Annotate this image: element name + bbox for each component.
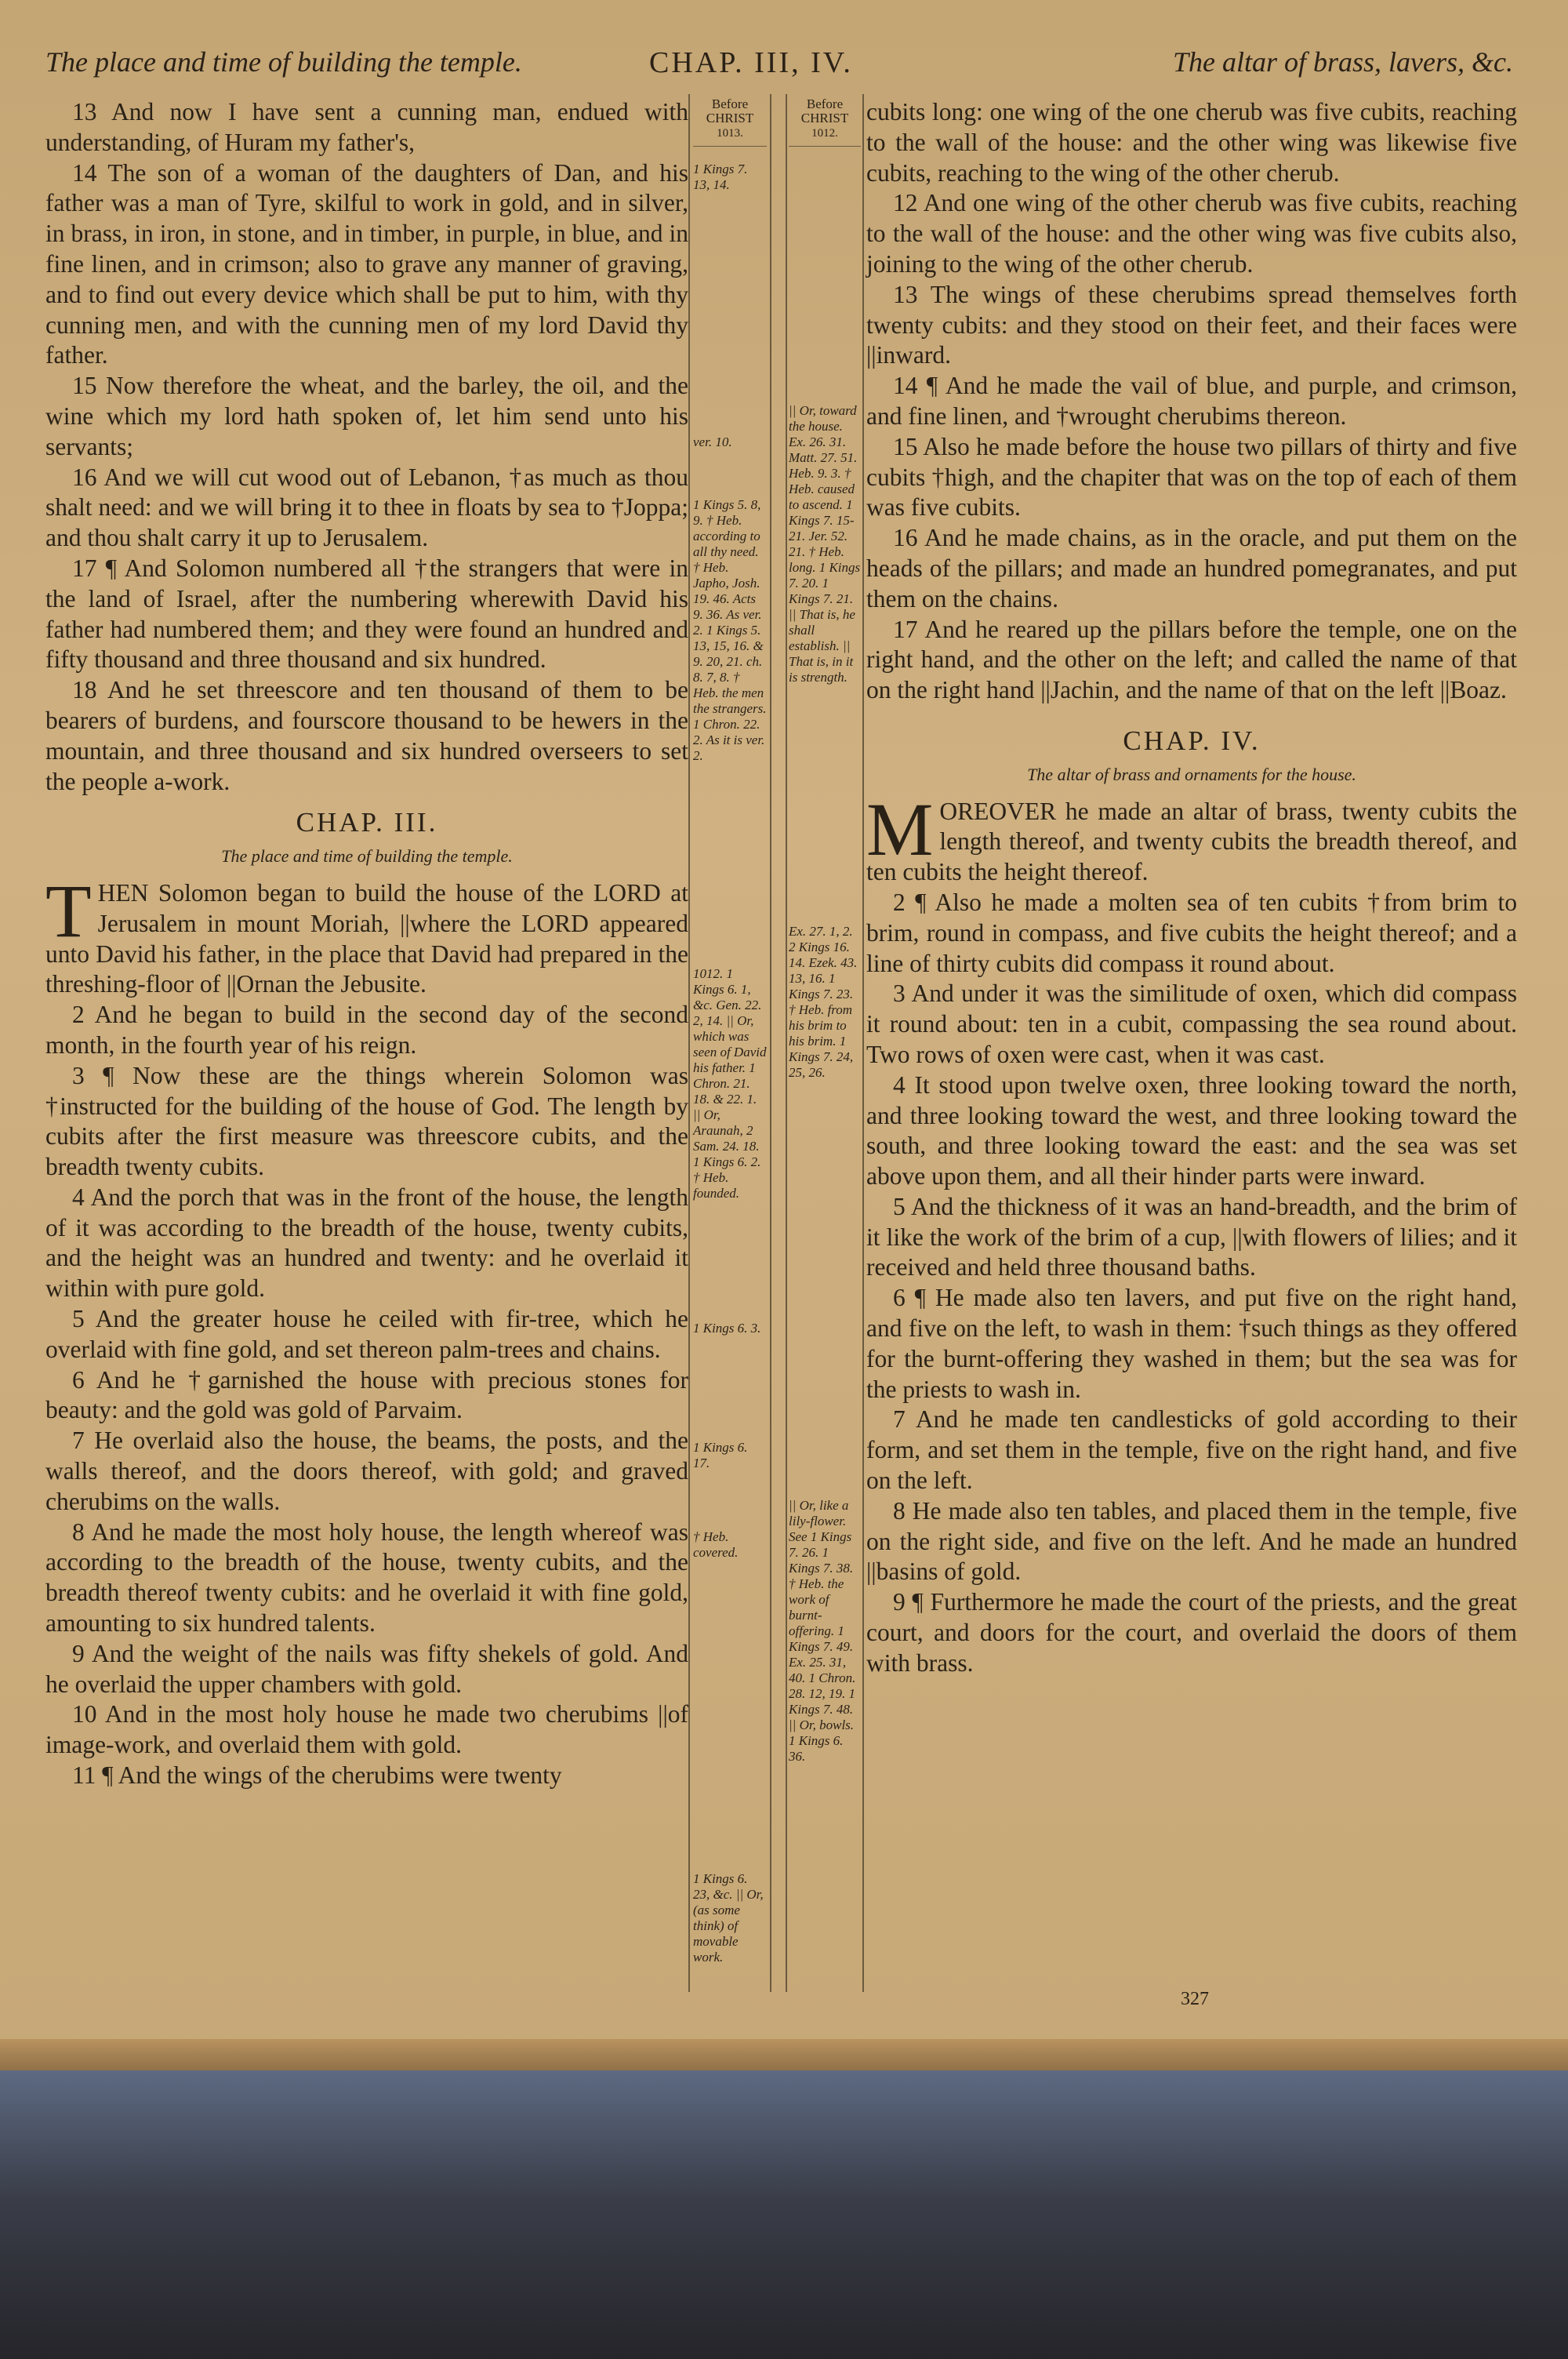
margin-header: Before CHRIST [706, 96, 754, 125]
verse: HEN Solomon began to build the house of the LORD at Jerusalem in mount Moriah, ||where the LORD appeared unto David his father, in the place that David had prepared in the threshing-floor of ||Ornan the Jebusite. [45, 878, 688, 998]
page-edge-shadow [0, 2039, 1568, 2070]
right-text-column [866, 97, 1517, 1679]
margin-note: 1 Kings 6. 23, &c. || Or, (as some think) of movable work. [693, 1871, 764, 1965]
margin-note: || Or, like a lily-flower. See 1 Kings 7. 26. 1 Kings 7. 38. † Heb. the work of burnt-offering. 1 Kings 7. 49. Ex. 25. 31, 40. 1 Chron. 28. 12, 19. 1 Kings 7. 48. || Or, bowls. 1 Kings 6. 36. [789, 1498, 856, 1764]
verse: 14 ¶ And he made the vail of blue, and purple, and crimson, and fine linen, and †wrought cherubims thereon. [866, 372, 1517, 430]
verse: 9 ¶ Furthermore he made the court of the priests, and the great court, and doors for the court, and overlaid the doors of them with brass. [866, 1588, 1517, 1677]
page-number: 327 [1181, 1989, 1209, 2009]
column-rule [786, 94, 787, 1992]
margin-note: † Heb. covered. [693, 1529, 739, 1560]
verse: 6 ¶ He made also ten lavers, and put five on the right hand, and five on the left, to wash in them: †such things as they offered for the burnt-offering they washed in them; but the sea was for the priests to wash in. [866, 1284, 1517, 1403]
margin-note: 1 Kings 5. 8, 9. † Heb. according to all thy need. † Heb. Japho, Josh. 19. 46. Acts 9. 36. As ver. 2. 1 Kings 5. 13, 15, 16. & 9. 20, 21. ch. 8. 7, 8. † Heb. the men the strangers. 1 Chron. 22. 2. As it is ver. 2. [693, 497, 767, 763]
column-rule [862, 94, 864, 1992]
verse: 13 And now I have sent a cunning man, endued with understanding, of Huram my father's, [45, 98, 688, 156]
verse: 9 And the weight of the nails was fifty shekels of gold. And he overlaid the upper chambers with gold. [45, 1639, 688, 1698]
margin-note: || Or, toward the house. Ex. 26. 31. Matt. 27. 51. Heb. 9. 3. † Heb. caused to ascend. 1 Kings 7. 15-21. Jer. 52. 21. † Heb. long. 1 Kings 7. 20. 1 Kings 7. 21. || That is, he shall establish. || That is, in it is strength. [789, 403, 861, 685]
chapter-summary: The altar of brass and ornaments for the house. [1027, 764, 1356, 784]
drop-cap: M [866, 787, 934, 871]
verse: 11 ¶ And the wings of the cherubims were twenty [72, 1761, 562, 1790]
margin-header: Before CHRIST [800, 96, 849, 125]
verse: 7 He overlaid also the house, the beams, the posts, and the walls thereof, and the doors thereof, with gold; and graved cherubims on the walls. [45, 1427, 688, 1515]
verse: 3 And under it was the similitude of oxen, which did compass it round about: ten in a cubit, compassing the sea round about. Two rows of oxen were cast, when it was cast. [866, 980, 1517, 1068]
margin-references-right [789, 96, 861, 1764]
chapter-title: CHAP. III. [296, 807, 438, 838]
verse: 4 It stood upon twelve oxen, three looking toward the north, and three looking toward the west, and three looking toward the south, and three looking toward the east: and the sea was set above upon them, and all their hinder parts were inward. [866, 1070, 1517, 1190]
verse: 4 And the porch that was in the front of the house, the length of it was according to the breadth of the house, twenty cubits, and the height was an hundred and twenty: and he overlaid it within with pure gold. [45, 1183, 688, 1303]
column-rule [688, 94, 690, 1992]
verse: 2 And he began to build in the second day of the second month, in the fourth year of his reign. [45, 1001, 688, 1059]
verse: 3 ¶ Now these are the things wherein Solomon was †instructed for the building of the house of God. The length by cubits after the first measure was threescore cubits, and the breadth twenty cubits. [45, 1061, 688, 1181]
verse: 16 And we will cut wood out of Lebanon, †as much as thou shalt need: and we will bring it to thee in floats by sea to †Joppa; and thou shalt carry it up to Jerusalem. [45, 463, 688, 552]
verse: OREOVER he made an altar of brass, twenty cubits the length thereof, and twenty cubits the breadth thereof, and ten cubits the height thereof. [866, 797, 1517, 886]
verse: 16 And he made chains, as in the oracle, and put them on the heads of the pillars; and made an hundred pomegranates, and put them on the chains. [866, 524, 1517, 612]
verse: 13 The wings of these cherubims spread themselves forth twenty cubits: and they stood on their feet, and their faces were ||inward. [866, 280, 1517, 369]
verse: 5 And the greater house he ceiled with fir-tree, which he overlaid with fine gold, and set thereon palm-trees and chains. [45, 1305, 688, 1363]
verse: 17 And he reared up the pillars before the temple, one on the right hand, and the other on the left; and called the name of that on the right hand ||Jachin, and the name of that on the left ||Boaz. [866, 615, 1517, 704]
margin-year: 1012. [789, 125, 861, 147]
verse: 14 The son of a woman of the daughters of Dan, and his father was a man of Tyre, skilful to work in gold, and in silver, in brass, in iron, in stone, and in timber, in purple, in blue, and in fine linen, and in crimson; also to grave any manner of graving, and to find out every device which shall be put to him, with thy cunning men, and with the cunning men of my lord David thy father. [45, 158, 688, 369]
verse: 5 And the thickness of it was an hand-breadth, and the brim of it like the work of the brim of a cup, ||with flowers of lilies; and it received and held three thousand baths. [866, 1192, 1517, 1281]
column-rule [770, 94, 771, 1992]
verse: 17 ¶ And Solomon numbered all †the strangers that were in the land of Israel, after the numbering wherewith David his father had numbered them; and they were found an hundred and fifty thousand and three thousand and six hundred. [45, 554, 688, 674]
chapter-summary: The place and time of building the temple. [221, 846, 513, 867]
running-head-left: The place and time of building the temple. [45, 46, 522, 78]
margin-note: 1 Kings 7. 13, 14. [693, 162, 748, 192]
margin-note: 1 Kings 6. 17. [693, 1440, 748, 1470]
margin-note: ver. 10. [693, 434, 732, 449]
margin-note: 1 Kings 6. 3. [693, 1321, 761, 1336]
running-head-center: CHAP. III, IV. [649, 46, 853, 79]
drop-cap: T [45, 868, 92, 953]
running-head-right: The altar of brass, lavers, &c. [1172, 46, 1513, 78]
margin-references-left [693, 96, 767, 1965]
verse: 7 And he made ten candlesticks of gold according to their form, and set them in the temple, five on the right hand, and five on the left. [866, 1405, 1517, 1495]
left-text-column [45, 97, 688, 1791]
verse: 15 Now therefore the wheat, and the barley, the oil, and the wine which my lord hath spoken of, let him send unto his servants; [45, 372, 688, 460]
margin-note: Ex. 27. 1, 2. 2 Kings 16. 14. Ezek. 43. 13, 16. 1 Kings 7. 23. † Heb. from his brim to his brim. 1 Kings 7. 24, 25, 26. [789, 924, 858, 1080]
margin-year: 1013. [693, 125, 767, 147]
verse: 8 And he made the most holy house, the length whereof was according to the breadth of the house, twenty cubits, and the breadth thereof twenty cubits: and he overlaid it with fine gold, amounting to six hundred talents. [45, 1518, 688, 1637]
verse: 15 Also he made before the house two pillars of thirty and five cubits †high, and the chapiter that was on the top of each of them was five cubits. [866, 432, 1517, 522]
verse: 2 ¶ Also he made a molten sea of ten cubits †from brim to brim, round in compass, and five cubits the height thereof; and a line of thirty cubits did compass it round about. [866, 888, 1517, 977]
verse: 12 And one wing of the other cherub was five cubits, reaching to the wall of the house: and the other wing was five cubits also, joining to the wing of the other cherub. [866, 189, 1517, 278]
chapter-title: CHAP. IV. [1123, 725, 1261, 756]
verse: 18 And he set threescore and ten thousand of them to be bearers of burdens, and fourscore thousand to be hewers in the mountain, and three thousand and six hundred overseers to set the people a-work. [45, 676, 688, 795]
desk-surface [0, 2070, 1568, 2359]
verse: 8 He made also ten tables, and placed them in the temple, five on the right side, and five on the left. And he made an hundred ||basins of gold. [866, 1496, 1517, 1586]
verse: 6 And he †garnished the house with precious stones for beauty: and the gold was gold of Parvaim. [45, 1365, 688, 1424]
verse: cubits long: one wing of the one cherub was five cubits, reaching to the wall of the house: and the other wing was likewise five cubits, reaching to the wing of the other cherub. [866, 98, 1517, 187]
verse: 10 And in the most holy house he made two cherubims ||of image-work, and overlaid them with gold. [45, 1700, 688, 1759]
margin-note: 1012. 1 Kings 6. 1, &c. Gen. 22. 2, 14. || Or, which was seen of David his father. 1 Chron. 21. 18. & 22. 1. || Or, Araunah, 2 Sam. 24. 18. 1 Kings 6. 2. † Heb. founded. [693, 966, 767, 1201]
